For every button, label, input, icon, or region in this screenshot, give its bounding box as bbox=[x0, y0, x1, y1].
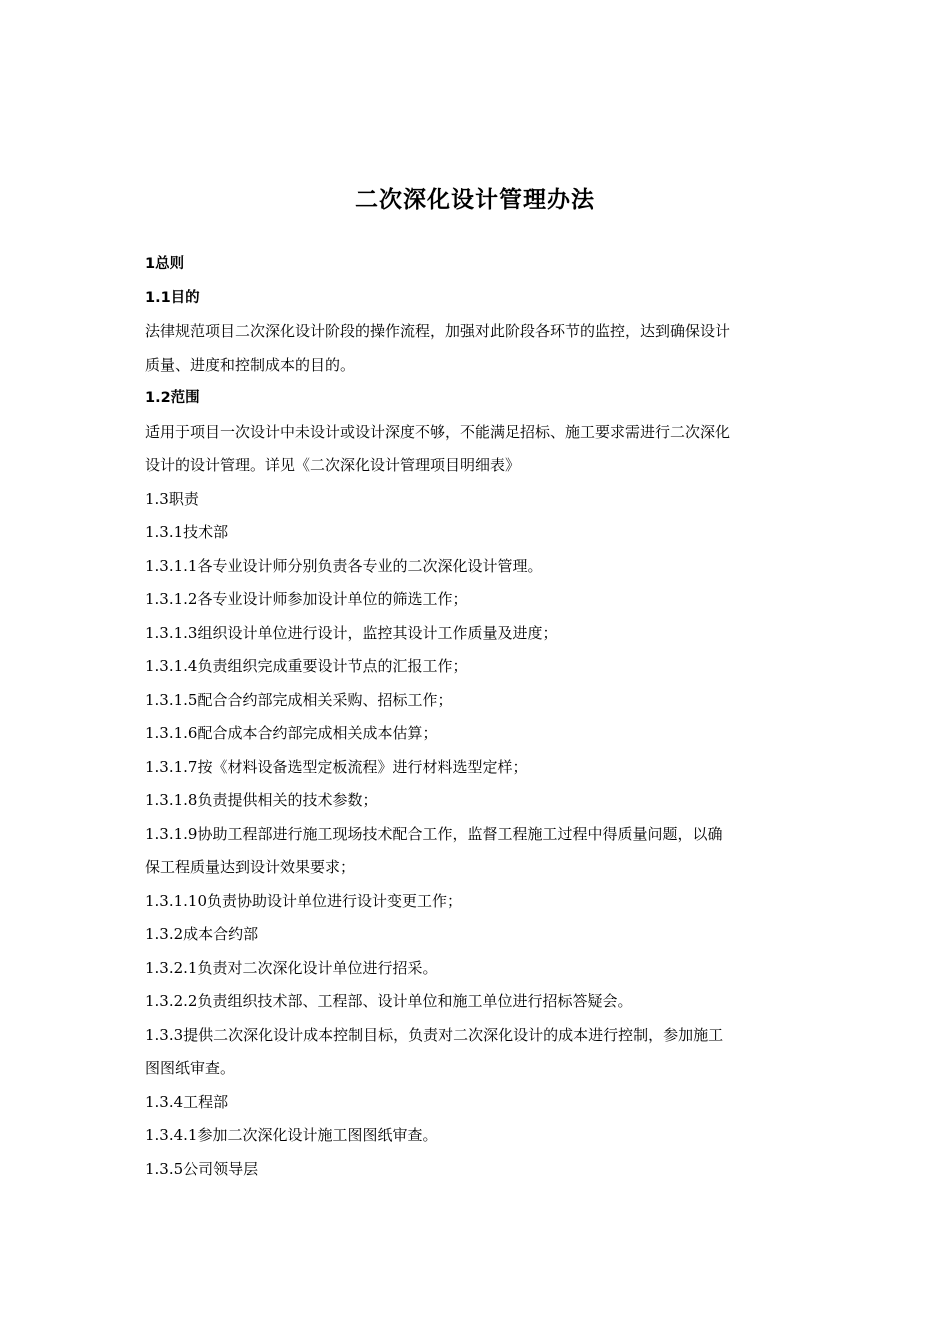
section-heading-general: 1总则 bbox=[145, 256, 185, 272]
document-title: 二次深化设计管理办法 bbox=[355, 187, 595, 213]
document-body bbox=[145, 248, 815, 1186]
list-item: 1.3.1.3组织设计单位进行设计，监控其设计工作质量及进度； bbox=[145, 623, 558, 642]
list-item-continuation: 保工程质量达到设计效果要求； bbox=[145, 858, 356, 876]
scope-paragraph-line: 设计的设计管理。详见《二次深化设计管理项目明细表》 bbox=[145, 456, 521, 474]
section-heading-purpose: 1.1目的 bbox=[145, 289, 200, 306]
list-item: 1.3.4.1参加二次深化设计施工图图纸审查。 bbox=[145, 1126, 438, 1144]
list-item: 1.3.3提供二次深化设计成本控制目标，负责对二次深化设计的成本进行控制，参加施工 bbox=[145, 1025, 724, 1044]
list-item: 1.3.1.10负责协助设计单位进行设计变更工作； bbox=[145, 891, 463, 910]
purpose-paragraph-line: 法律规范项目二次深化设计阶段的操作流程，加强对此阶段各环节的监控，达到确保设计 bbox=[145, 322, 731, 340]
list-item: 1.3.1.5配合合约部完成相关采购、招标工作； bbox=[145, 690, 453, 709]
list-item: 1.3.2.2负责组织技术部、工程部、设计单位和施工单位进行招标答疑会。 bbox=[145, 992, 633, 1010]
list-item: 1.3.2.1负责对二次深化设计单位进行招采。 bbox=[145, 958, 438, 977]
list-item-continuation: 图图纸审查。 bbox=[145, 1059, 236, 1077]
list-item: 1.3.1.2各专业设计师参加设计单位的筛选工作； bbox=[145, 590, 468, 608]
purpose-paragraph-line: 质量、进度和控制成本的目的。 bbox=[145, 355, 356, 374]
subsection-heading-cost-contract-dept: 1.3.2成本合约部 bbox=[145, 925, 259, 943]
list-item: 1.3.1.9协助工程部进行施工现场技术配合工作，监督工程施工过程中得质量问题，以确 bbox=[145, 824, 723, 843]
list-item: 1.3.1.4负责组织完成重要设计节点的汇报工作； bbox=[145, 657, 468, 675]
subsection-heading-technical-dept: 1.3.1技术部 bbox=[145, 523, 229, 541]
section-heading-scope: 1.2范围 bbox=[145, 390, 200, 406]
section-heading-responsibilities: 1.3职责 bbox=[145, 489, 199, 508]
list-item: 1.3.1.8负责提供相关的技术参数； bbox=[145, 791, 378, 809]
scope-paragraph-line: 适用于项目一次设计中未设计或设计深度不够，不能满足招标、施工要求需进行二次深化 bbox=[145, 422, 731, 441]
subsection-heading-company-leadership: 1.3.5公司领导层 bbox=[145, 1159, 259, 1178]
subsection-heading-engineering-dept: 1.3.4工程部 bbox=[145, 1092, 229, 1111]
list-item: 1.3.1.7按《材料设备选型定板流程》进行材料选型定样； bbox=[145, 757, 528, 776]
list-item: 1.3.1.1各专业设计师分别负责各专业的二次深化设计管理。 bbox=[145, 556, 543, 575]
list-item: 1.3.1.6配合成本合约部完成相关成本估算； bbox=[145, 724, 438, 742]
